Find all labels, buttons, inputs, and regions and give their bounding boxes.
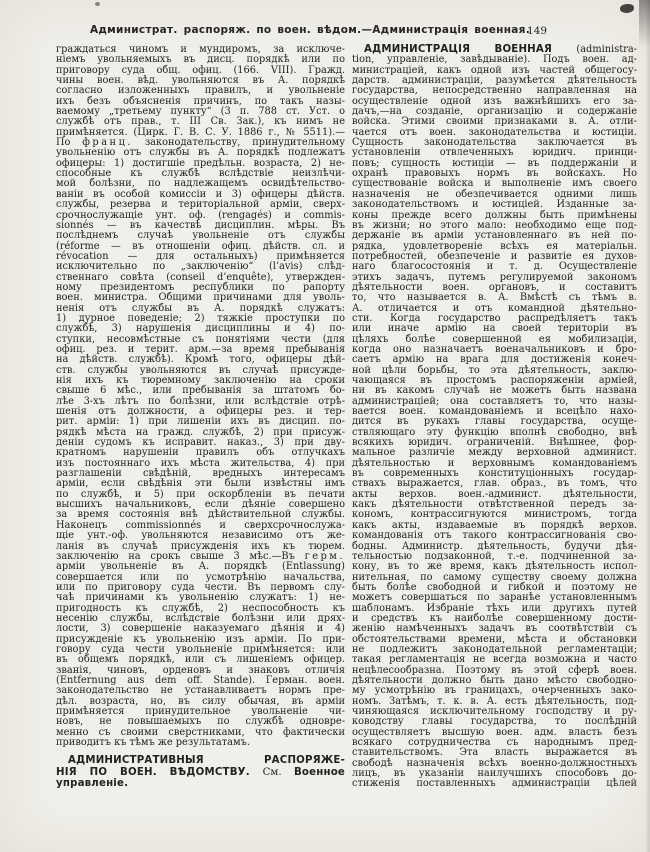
text-line: примѣняется принудительное увольненіе чи- [56,706,345,717]
text-line: новъ, не повышаемыхъ по службѣ одновре- [56,716,345,728]
scan-artifact-streak [639,0,650,48]
text-line: по службѣ, и 5) при оскорбленіи въ печати [56,488,345,500]
text-line [56,767,345,778]
text-line: увольненію отъ службы въ А. порядкѣ подлежатъ [56,147,345,159]
text-line: законодательство не устанавливаетъ нормъ пре- [56,685,345,697]
text-line: шаблонамъ. Избраніе тѣхъ или другихъ путей [352,602,637,614]
text-line: обстоятельствами времени, мѣста и обстановки [352,633,637,645]
text-line: въ общемъ порядкѣ, или съ лишеніемъ офицер. [56,654,345,666]
text-line: разглашеніи свѣдѣній, вредныхъ интересамъ [56,468,345,480]
text-line: ствахъ выражается, глав. образ., въ томъ, что [352,478,637,490]
text-line: можетъ совершаться по заранѣе установленнымъ [352,592,637,604]
bold-text-segment: АДМИНИСТРАТИВНЫЯ РАСПОРЯЖЕ- [68,755,345,767]
text-line: пригодность къ службѣ, 2) неспособность къ [56,602,345,614]
text-line [56,778,345,789]
text-line: не подлежитъ законодательной регламентаціи; [352,643,637,655]
text-line: арміи, если свѣдѣнія эти были извѣстны имъ [56,478,345,490]
text-line: révocation — для остальныхъ) примѣняется [56,250,345,262]
text-line: охранѣ правовыхъ нормъ въ войскахъ. Но [352,168,637,180]
text-line: рядка, удовлетвореніе всѣхъ ея матеріальн. [352,240,637,252]
text-line: лѣе 3-хъ лѣтъ по болѣзни, или вслѣдствіе отрѣ- [56,395,345,407]
text-line: ководству главы государства, то послѣдній [352,716,637,728]
text-line: лости, 3) совершеніе наказуемаго дѣянія и 4) [56,623,345,635]
text-line: дѣятельности воен. органовъ, и составитъ [352,281,637,293]
text-line: чающаяся въ простомъ распоряженіи арміей, [352,375,637,386]
text-line: и средствъ къ наиболѣе совершенному дости- [352,612,637,624]
text-line: 1) дурное поведеніе; 2) тяжкіе проступки по [56,312,345,324]
text-line: свободѣ назначенія всѣхъ военно-должностныхъ [352,757,637,769]
text-line: приговору суда общ. офиц. (166. VIII). Гражд. [56,64,345,76]
text-line: говору суда чести увольненіе примѣняется: или [56,643,345,655]
text-line: осуществляетъ высшую воен. адм. власть безъ [352,726,637,738]
text-line: sionnés — въ качествѣ дисциплин. мѣры. Въ [56,219,345,231]
text-line: мой болѣзни, по надлежащемъ освидѣтельство- [56,178,345,190]
text-line: чины воен. вѣд. увольняются въ А. порядкѣ [56,75,345,87]
text-line: ихъ безъ объясненія причинъ, по такъ назы- [56,95,345,107]
text-line: ставительствомъ. Эта власть выражается въ [352,747,637,759]
text-line: дѣл. возраста, но, въ силу обычая, въ арміи [56,695,345,707]
text-line: ствляющаго эту функцію вполнѣ свободно, внѣ [352,426,637,438]
text-line: чается отъ воен. законодательства и юстиціи. [352,126,637,138]
scan-artifact-speck [95,2,100,6]
text-line: назначенія не обезпечивается одними лишь [352,188,637,200]
left-column [56,45,345,790]
text-line: нія ихъ къ тюремному заключенію на сроки [56,375,345,386]
text-line: примѣняется. (Цирк. Г. В. С. У. 1886 г., № 5511).— [56,126,345,138]
text-line: офицеры: 1) достигшіе предѣльн. возраста, 2) не- [56,157,345,169]
text-line: ной цѣли борьбы, то эта дѣятельность, заклю- [352,364,637,376]
text-line: то, что называется в. А. Вмѣстѣ съ тѣмъ в. [352,292,637,304]
text-line: му усмотрѣнію въ границахъ, очерченныхъ зако- [352,685,637,697]
text-line: ственнаго совѣта (conseil d’enquête), утвержден- [56,271,345,283]
bold-text-segment: управленіе. [56,778,129,790]
text-line: бодны. Администр. дѣятельность, будучи дѣя- [352,540,637,552]
text-line: ств. службы увольняются въ случаѣ присужде- [56,364,345,376]
text-line: въ жизни; но этого мало: необходимо еще под- [352,219,637,231]
text-line: приводитъ къ тѣмъ же результатамъ. [56,737,250,749]
text-line: шенія отъ должности, а офицеры рез. и тер- [56,406,345,418]
text-line: законодательствомъ и юстиціей. Изданные за- [352,199,637,211]
text-line: службы, резерва и територіальной арміи, сверх- [56,199,345,211]
text-segment: заключенію на срокъ свыше 3 мѣс.—Въ [56,550,305,562]
text-line: несенію службы, вслѣдствіе болѣзни или дрях- [56,612,345,624]
text-line: или по приговору суда чести. Въ первомъ слу- [56,581,345,593]
text-line: когда оно назначаетъ военачальниковъ и бро- [352,343,637,355]
text-line: щіе унт.-оф. увольняются независимо отъ же- [56,530,345,542]
text-line: дарств. администраціи, разумѣется дѣятельность [352,75,637,87]
text-line: ланія въ случаѣ присужденія ихъ къ тюрем. [56,540,345,552]
text-line: (Entfernung aus dem off. Stande). Герман. воен. [56,674,345,686]
text-line: арміи увольненіе въ А. порядкѣ (Entlassung) [56,561,345,573]
text-line: способные къ службѣ вслѣдствіе неизлѣчи- [56,168,345,180]
text-line: Наконецъ commissionnés и сверхсрочнослужа- [56,519,345,531]
text-line: всякаго сотрудничества съ народнымъ пред- [352,737,637,749]
text-line: командованія отъ такого контрассигнованія сво- [352,530,637,542]
text-line: высшихъ начальниковъ, если дѣяніе совершено [56,499,345,511]
text-line: лицъ, въ указаніи наилучшихъ способовъ до- [352,768,637,780]
text-segment: См. [262,766,294,778]
text-line: нецѣлесообразна. Поэтому въ этой сферѣ воен. [352,664,637,676]
text-line: званія, чиновъ, орденовъ и знаковъ отличія [56,664,345,676]
text-segment: франц. [82,137,133,149]
text-line: чаѣ причинами къ увольненію служатъ: 1) не- [56,592,345,604]
text-segment: (administra- [576,44,637,55]
text-line: ступки, несовмѣстные съ понятіями чести (для [56,333,345,345]
text-line: присужденіе къ увольненію изъ арміи. По при- [56,633,345,645]
text-line: саетъ армію на врага для достиженія конеч- [352,354,637,366]
text-line: за время состоянія внѣ дѣйствительной службы. [56,509,345,521]
text-line: tion, управленіе, завѣдываніе). Подъ воен. ад- [352,54,637,66]
text-line: офиц. рез. и терит. арм.—за время пребыванія [56,343,345,355]
text-line: войска. Этими своими признаками в. А. отли- [352,116,637,128]
text-line: А. отличается и отъ командной дѣятельно- [352,302,637,314]
text-line: на дѣйств. службѣ). Кромѣ того, офицеры дѣй- [56,354,345,366]
text-line: стиженія поставленныхъ администраціи цѣлей [352,778,637,790]
text-line: этихъ задачъ, путемъ регулируемой закономъ [352,271,637,283]
text-line: установленіи отвлеченныхъ юридич. принци- [352,147,637,159]
text-line: коны прежде всего должны быть примѣнены [352,209,637,221]
text-line: государства, непосредственно направленная на [352,85,637,97]
text-line: кономъ, контрассигнуются министромъ, тогда [352,509,637,521]
text-line: свыше 6 мѣс., или пребыванія за штатомъ бо- [56,385,345,397]
text-line: всякихъ юридич. ограниченій. Внѣшнее, фор- [352,437,637,449]
text-line: цѣляхъ болѣе совершенной ея мобилизаціи, [352,333,637,345]
text-line: тельностью подзаконной, т.-е. подчиненной за- [352,550,637,562]
text-line: номъ. Затѣмъ, т. к. в. А. есть дѣятельность, под- [352,695,637,707]
text-line: мальное различіе между верховной админист. [352,447,637,459]
text-line: существованіе войска и выполненіе имъ своего [352,178,637,190]
scan-artifact-blob [620,4,634,13]
text-line: ніемъ увольняемыхъ въ дисц. порядкѣ или по [56,54,345,66]
text-line [56,755,345,766]
text-line: наго благосостоянія и т. д. Осуществленіе [352,261,637,273]
text-line: рит. арміи: 1) при лишеніи ихъ въ дисцип. по- [56,416,345,428]
text-line: ному президентомъ республики по рапорту [56,281,345,293]
text-line: совершается или по усмотрѣнію начальства, [56,571,345,583]
text-line: женію намѣченныхъ задачъ въ соотвѣтствіи съ [352,623,637,635]
text-line: сти. Когда государство распредѣляетъ такъ [352,312,637,324]
text-line: какъ акты, издаваемые въ порядкѣ верхов. [352,519,637,531]
text-line: деніи судомъ къ исправит. наказ., 3) при дву- [56,437,345,449]
text-line: вается воен. командованіемъ и всецѣло нахо- [352,406,637,418]
text-line: исключительно по „заключенію“ (l’avis) слѣд- [56,261,345,273]
text-line: нительная, по самому существу своему должна [352,571,637,583]
text-line: или иначе армію на своей територіи въ [352,323,637,335]
text-line: рядкѣ мѣста на гражд. службѣ, 2) при присуж- [56,426,345,438]
left-column-text [56,45,345,748]
text-line: службѣ отъ прав., т. III Св. Зак.), къ нимъ не [56,116,345,128]
text-line: дачъ,—на созданіе, организацію и содержаніе [352,106,637,118]
running-head: Администрат. распоряж. по воен. вѣдом.—Администрація военная. [89,24,531,36]
text-segment: законодательству, принудительному [133,137,345,149]
text-line: ваніи въ особой комиссіи и 3) офицеры дѣйств. [56,188,345,200]
text-line: какъ дѣятельности отвѣтственной передъ за- [352,499,637,511]
text-line: ненія отъ службы въ А. порядкѣ служатъ: [56,302,345,314]
text-line: ни въ какомъ случаѣ не можетъ быть названа [352,385,637,397]
scan-artifact-page-edge [645,0,650,852]
right-column [352,45,637,790]
cross-reference-heading [56,755,345,789]
text-line: дѣятельности должно быть дано мѣсто свободно- [352,674,637,686]
text-line: администраціей; она составляетъ то, что назы- [352,395,637,407]
text-line: въ современныхъ конституціонныхъ государ- [352,468,637,480]
bold-text-segment: НІЯ ПО ВОЕН. ВѢДОМСТВУ. [56,766,263,778]
text-line: воен. министра. Общими причинами для уволь- [56,292,345,304]
text-line: службѣ, 3) нарушенія дисциплины и 4) по- [56,323,345,335]
text-line: держаніе въ арміи установленнаго въ ней по- [352,230,637,242]
text-line: акты верхов. воен.-админист. дѣятельности, [352,488,637,500]
right-column-text [352,45,637,790]
text-line: быть болѣе свободной и гибкой и поэтому не [352,581,637,593]
text-line: (réforme — въ отношеніи офиц. дѣйств. сл. и [56,240,345,252]
text-line: послѣднемъ случаѣ увольненіе отъ службы [56,230,345,242]
text-line: кону, въ то же время, какъ дѣятельность испол- [352,561,637,573]
text-line: Сущность законодательства заключается въ [352,137,637,149]
text-line: дится въ рукахъ главы государства, осуще- [352,416,637,428]
text-line: кратномъ нарушеніи правилъ объ отлучкахъ [56,447,345,459]
text-segment: По [56,137,83,149]
text-line: министраціей, какъ одной изъ частей общегосу- [352,64,637,76]
bold-text-segment: Военное [293,766,345,778]
bold-text-segment: АДМИНИСТРАЦІЯ ВОЕННАЯ [364,44,577,55]
text-line: согласно изложенныхъ правилъ, и увольненіе [56,85,345,97]
page-number: 149 [527,25,548,37]
text-segment: герм. [304,550,345,562]
text-line: ваемому „третьему пункту“ (3 п. 788 ст. Уст. о [56,106,345,118]
text-line: чиняющаяся исключительному господству и ру- [352,706,637,717]
text-line: граждаться чиномъ и мундиромъ, за исключе- [56,44,345,55]
text-line: осуществленіе одной изъ важнѣйшихъ его за- [352,95,637,107]
text-line: такая регламентація не всегда возможна и часто [352,654,637,666]
text-line: срочнослужащіе унт. оф. (rengagés) и commis- [56,209,345,221]
text-line: дѣятельностью и верховнымъ командованіемъ [352,457,637,469]
text-line: повъ; сущность юстиціи — въ поддержаніи и [352,157,637,169]
text-line: потребностей, обезпеченіе и развитіе ея духов- [352,250,637,262]
text-line: менно съ своими сверстниками, что фактически [56,726,345,738]
text-line: изъ постояннаго ихъ мѣста жительства, 4) при [56,457,345,469]
